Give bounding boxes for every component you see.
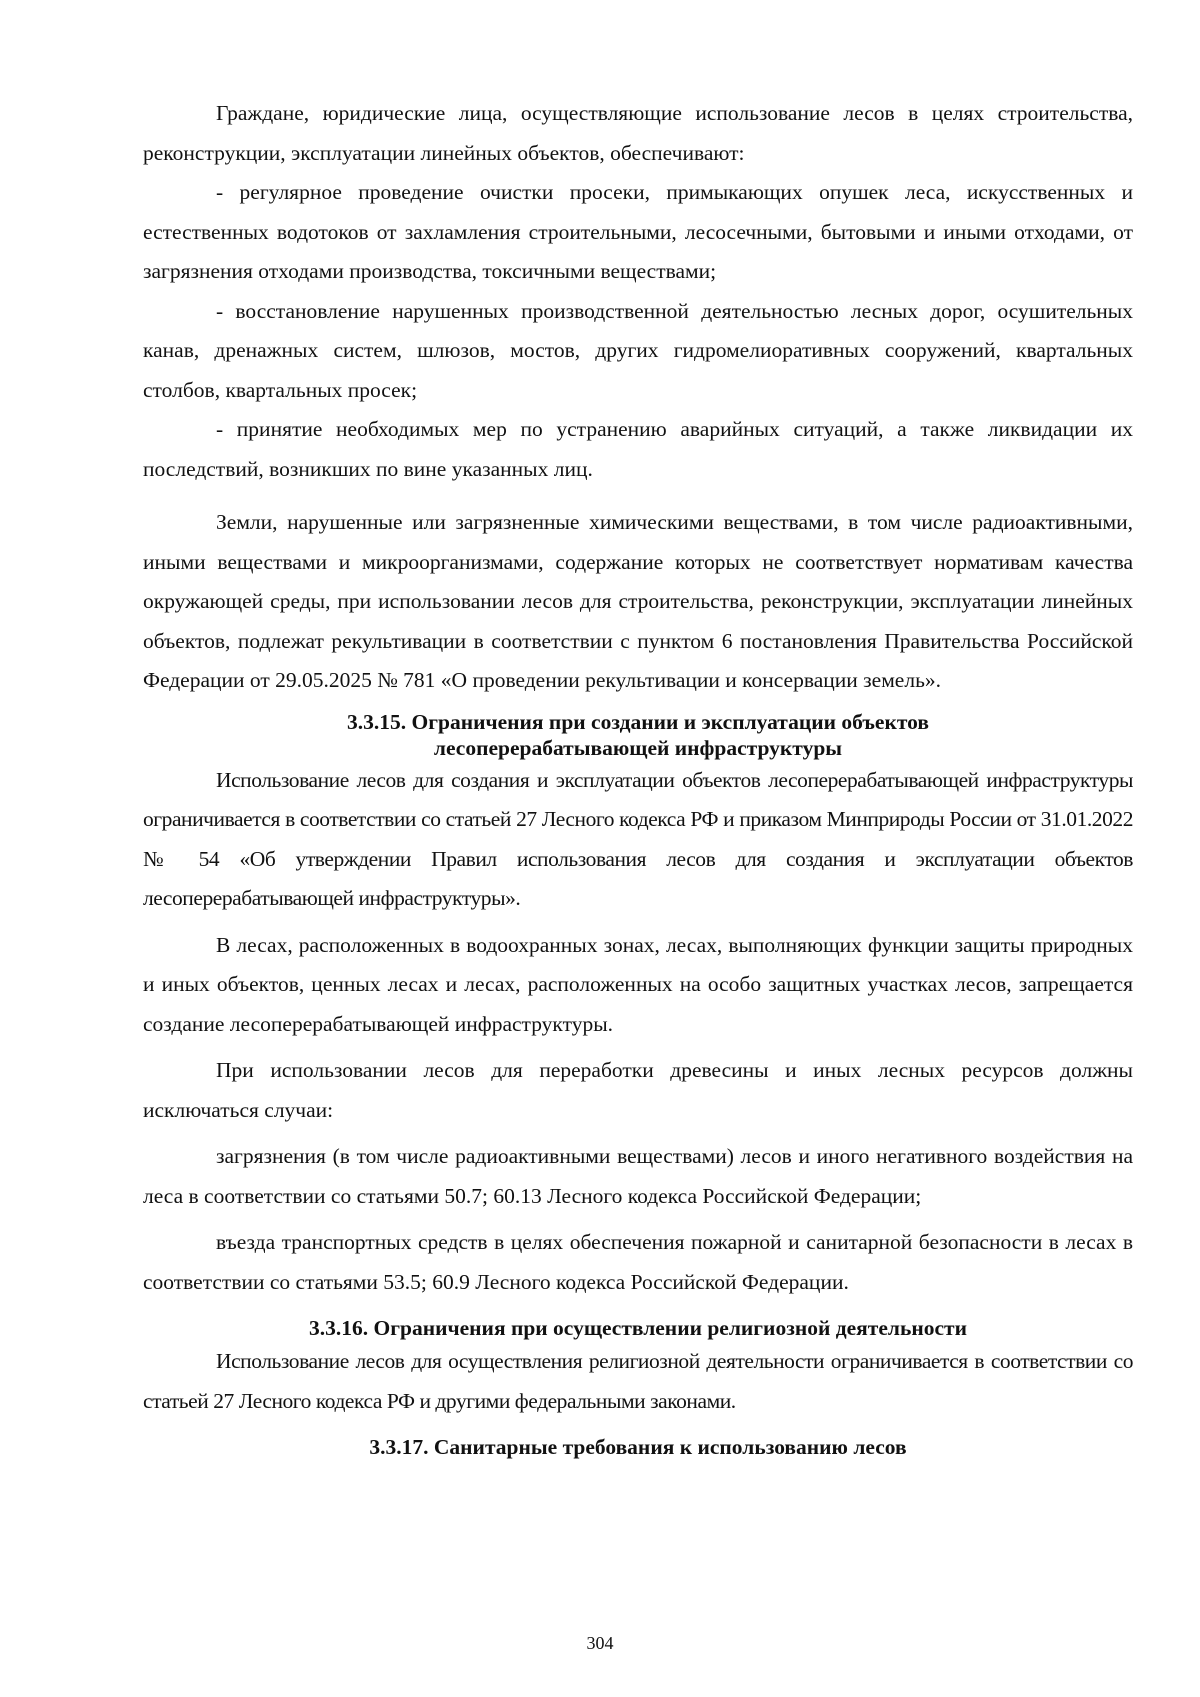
paragraph-3315-pollution: загрязнения (в том числе радиоактивными веществами) лесов и иного негативного воздействия на леса в соответствии со статьями 50.7; 60.13 Лесного кодекса Российской Федерации;	[143, 1144, 1133, 1208]
list-item-cleaning: - регулярное проведение очистки просеки, примыкающих опушек леса, искусственных и естественных водотоков от захламления строительными, лесосечными, бытовыми и иными отходами, от загрязнения отходами производства, токсичными веществами;	[143, 180, 1133, 283]
paragraph-intro: Граждане, юридические лица, осуществляющие использование лесов в целях строительства, реконструкции, эксплуатации линейных объектов, обеспечивают:	[143, 101, 1133, 165]
section-heading-3315	[143, 709, 1133, 761]
paragraph-recultivation: Земли, нарушенные или загрязненные химическими веществами, в том числе радиоактивными, иными веществами и микроорганизмами, содержание которых не соответствует нормативам качества окружающей среды, при использовании лесов для строительства, реконструкции, эксплуатации линейных объектов, подлежат рекультивации в соответствии с пунктом 6 постановления Правительства Российской Федерации от 29.05.2025 № 781 «О проведении рекультивации и консервации земель».	[143, 510, 1133, 692]
section-heading-3315-line1: 3.3.15. Ограничения при создании и эксплуатации объектов	[347, 709, 929, 734]
section-heading-3317: 3.3.17. Санитарные требования к использованию лесов	[369, 1435, 907, 1459]
document-page	[143, 94, 1133, 1461]
paragraph-3316-religious: Использование лесов для осуществления религиозной деятельности ограничивается в соответствии со статьей 27 Лесного кодекса РФ и другими федеральными законами.	[143, 1349, 1133, 1413]
paragraph-3315-cases: При использовании лесов для переработки древесины и иных лесных ресурсов должны исключаться случаи:	[143, 1058, 1133, 1122]
list-item-emergency: - принятие необходимых мер по устранению аварийных ситуаций, а также ликвидации их последствий, возникших по вине указанных лиц.	[143, 417, 1133, 481]
paragraph-3315-vehicles: въезда транспортных средств в целях обеспечения пожарной и санитарной безопасности в лесах в соответствии со статьями 53.5; 60.9 Лесного кодекса Российской Федерации.	[143, 1230, 1133, 1294]
section-heading-3316: 3.3.16. Ограничения при осуществлении религиозной деятельности	[309, 1316, 967, 1340]
paragraph-3315-usage: Использование лесов для создания и эксплуатации объектов лесоперерабатывающей инфраструктуры ограничивается в соответствии со статьей 27 Лесного кодекса РФ и приказом Минприроды России от 31.01.2022 № 54 «Об утверждении Правил использования лесов для создания и эксплуатации объектов лесоперерабатывающей инфраструктуры».	[143, 767, 1133, 910]
list-item-restoration: - восстановление нарушенных производственной деятельностью лесных дорог, осушительных канав, дренажных систем, шлюзов, мостов, других гидромелиоративных сооружений, квартальных столбов, квартальных просек;	[143, 298, 1133, 402]
page-number: 304	[586, 1633, 614, 1653]
paragraph-3315-prohibition: В лесах, расположенных в водоохранных зонах, лесах, выполняющих функции защиты природных и иных объектов, ценных лесах и лесах, расположенных на особо защитных участках лесов, запрещается создание лесоперерабатывающей инфраструктуры.	[143, 932, 1133, 1036]
section-heading-3315-line2: лесоперерабатывающей инфраструктуры	[433, 735, 843, 760]
